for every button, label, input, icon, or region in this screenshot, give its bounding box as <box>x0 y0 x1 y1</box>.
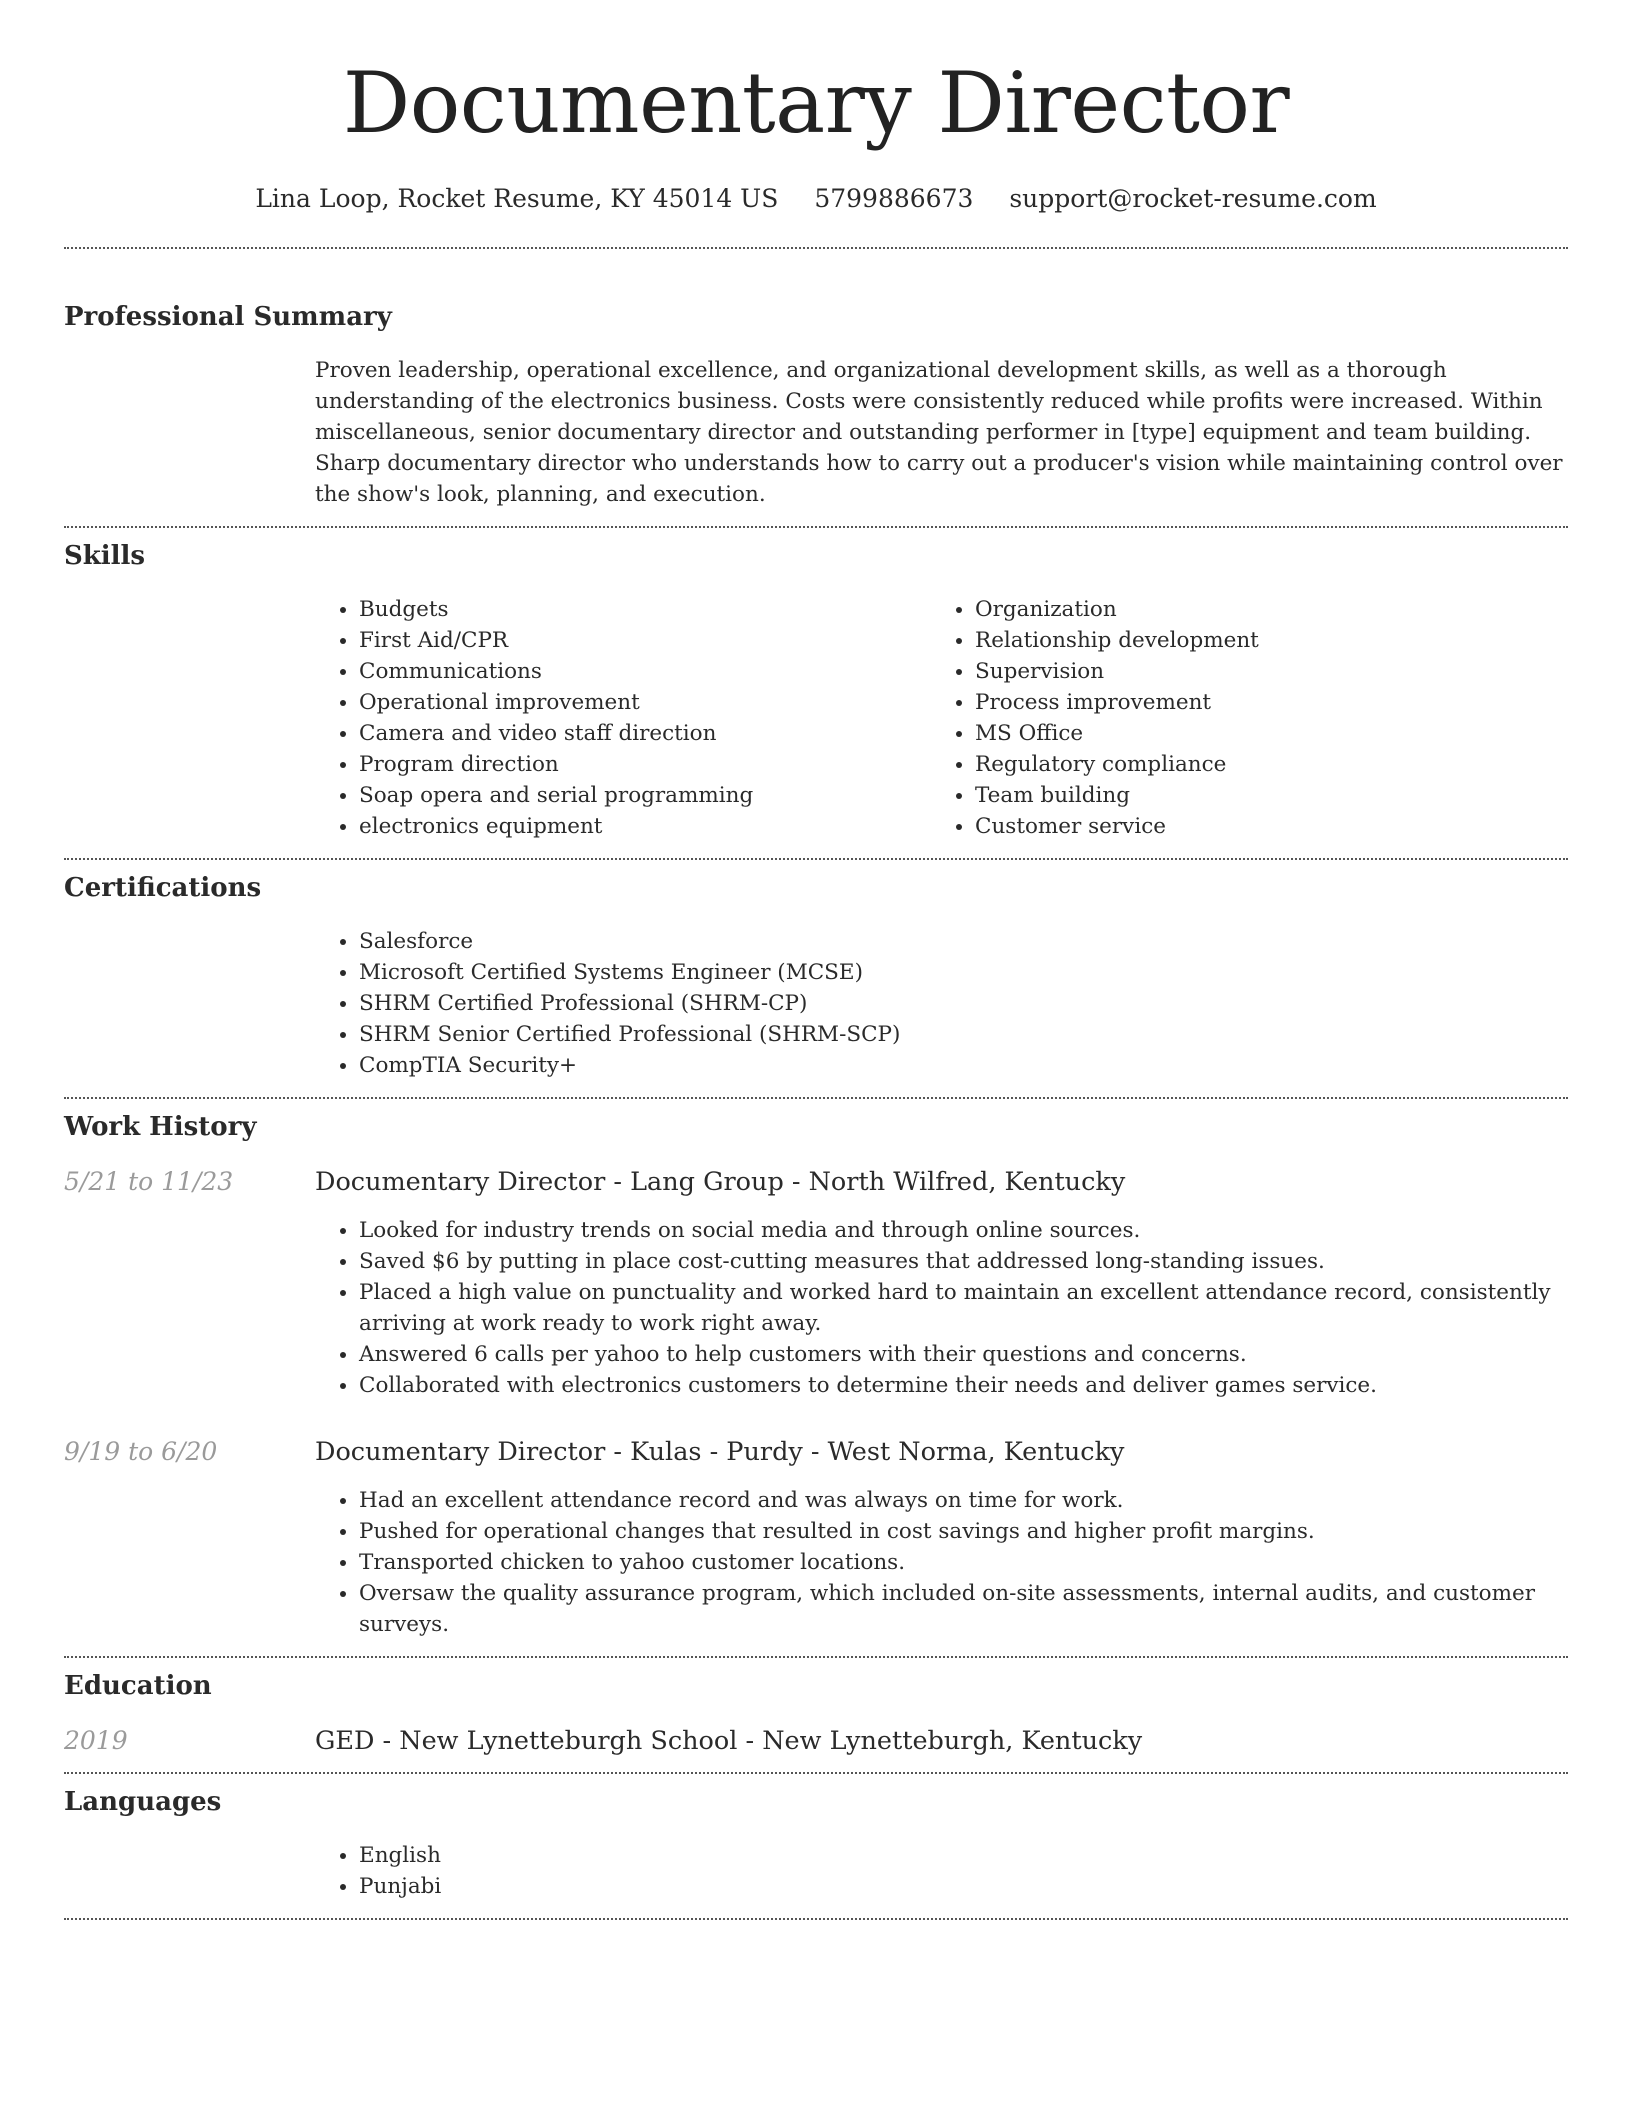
list-item: • Program direction <box>359 749 931 780</box>
list-item: • CompTIA Security+ <box>359 1050 1568 1081</box>
education-entry: GED - New Lynetteburgh School - New Lynetteburgh, Kentucky <box>315 1726 1143 1756</box>
work-history-section <box>64 1099 1568 1656</box>
section-heading-languages: Languages <box>64 1787 222 1817</box>
list-item: • Placed a high value on punctuality and worked hard to maintain an excellent attendance record, consistently arriving at work ready to work right away. <box>359 1277 1568 1339</box>
languages-list <box>315 1840 1568 1902</box>
list-item: • Regulatory compliance <box>975 749 1547 780</box>
list-item: • Transported chicken to yahoo customer locations. <box>359 1547 1568 1578</box>
skills-list-left <box>315 594 931 842</box>
list-item: • Oversaw the quality assurance program, which included on-site assessments, internal audits, and customer surveys. <box>359 1578 1568 1640</box>
list-item: • Microsoft Certified Systems Engineer (MCSE) <box>359 957 1568 988</box>
resume-title: Documentary Director <box>342 54 1290 152</box>
skills-section <box>64 528 1568 858</box>
list-item: • Camera and video staff direction <box>359 718 931 749</box>
list-item: • Relationship development <box>975 625 1547 656</box>
summary-text: Proven leadership, operational excellence, and organizational development skills, as well as a thorough understanding of the electronics business. Costs were consistently reduced while profits were increased. Within miscellaneous, senior documentary director and outstanding performer in [type] equipment and team building. Sharp documentary director who understands how to carry out a producer's vision while maintaining control over the show's look, planning, and execution. <box>315 358 1563 507</box>
education-year: 2019 <box>64 1726 128 1755</box>
certifications-list <box>315 926 1568 1081</box>
list-item: • English <box>359 1840 1568 1871</box>
list-item: • SHRM Senior Certified Professional (SHRM-SCP) <box>359 1019 1568 1050</box>
list-item: • Budgets <box>359 594 931 625</box>
list-item: • Looked for industry trends on social media and through online sources. <box>359 1215 1568 1246</box>
list-item: • Punjabi <box>359 1871 1568 1902</box>
list-item: • Soap opera and serial programming <box>359 780 931 811</box>
list-item: • Operational improvement <box>359 687 931 718</box>
job-bullets <box>315 1215 1568 1401</box>
list-item: • Collaborated with electronics customers to determine their needs and deliver games service. <box>359 1370 1568 1401</box>
job-bullets <box>315 1485 1568 1640</box>
divider <box>64 1918 1568 1920</box>
certifications-section <box>64 860 1568 1097</box>
list-item: • Had an excellent attendance record and was always on time for work. <box>359 1485 1568 1516</box>
list-item: • Answered 6 calls per yahoo to help customers with their questions and concerns. <box>359 1339 1568 1370</box>
job-entry <box>64 1167 1568 1401</box>
section-heading-work-history: Work History <box>64 1112 257 1142</box>
summary-section <box>64 249 1568 526</box>
list-item: • SHRM Certified Professional (SHRM-CP) <box>359 988 1568 1019</box>
job-entry <box>64 1437 1568 1640</box>
list-item: • Process improvement <box>975 687 1547 718</box>
section-heading-summary: Professional Summary <box>64 302 392 332</box>
job-title: Documentary Director - Lang Group - North Wilfred, Kentucky <box>315 1167 1126 1197</box>
list-item: • Customer service <box>975 811 1547 842</box>
list-item: • Supervision <box>975 656 1547 687</box>
contact-email: support@rocket-resume.com <box>1009 184 1377 213</box>
section-heading-certifications: Certifications <box>64 873 262 903</box>
contact-line <box>64 184 1568 213</box>
contact-phone: 5799886673 <box>814 184 974 213</box>
section-heading-education: Education <box>64 1671 212 1701</box>
list-item: • MS Office <box>975 718 1547 749</box>
list-item: • Organization <box>975 594 1547 625</box>
section-heading-skills: Skills <box>64 541 146 571</box>
list-item: • Salesforce <box>359 926 1568 957</box>
job-dates: 5/21 to 11/23 <box>64 1167 234 1196</box>
list-item: • Team building <box>975 780 1547 811</box>
contact-address: Lina Loop, Rocket Resume, KY 45014 US <box>255 184 779 213</box>
list-item: • Saved $6 by putting in place cost-cutting measures that addressed long-standing issues. <box>359 1246 1568 1277</box>
job-title: Documentary Director - Kulas - Purdy - West Norma, Kentucky <box>315 1437 1125 1467</box>
education-section <box>64 1658 1568 1772</box>
list-item: • electronics equipment <box>359 811 931 842</box>
job-dates: 9/19 to 6/20 <box>64 1437 218 1466</box>
skills-list-right <box>931 594 1547 842</box>
list-item: • First Aid/CPR <box>359 625 931 656</box>
list-item: • Pushed for operational changes that resulted in cost savings and higher profit margins. <box>359 1516 1568 1547</box>
list-item: • Communications <box>359 656 931 687</box>
languages-section <box>64 1774 1568 1918</box>
